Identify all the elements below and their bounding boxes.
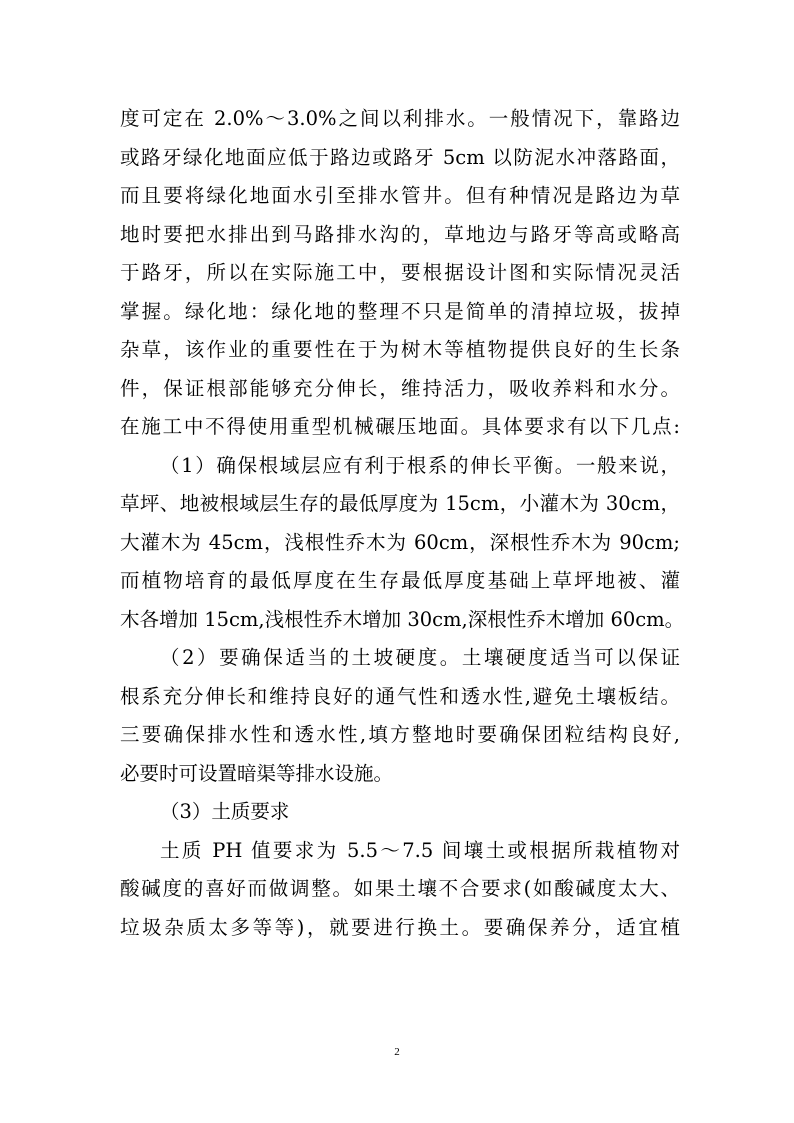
text-line: 件，保证根部能够充分伸长，维持活力，吸收养料和水分。 [120,376,680,400]
page-number: 2 [394,1046,400,1058]
text-line: 度可定在 2.0%～3.0%之间以利排水。一般情况下，靠路边 [120,107,680,130]
text-line: 杂草，该作业的重要性在于为树木等植物提供良好的生长条 [120,338,680,361]
text-line: 垃圾杂质太多等等)，就要进行换土。要确保养分，适宜植 [120,915,680,939]
text-line: 草坪、地被根域层生存的最低厚度为 15cm，小灌木为 30cm， [120,492,680,515]
text-line: 土质 PH 值要求为 5.5～7.5 间壤土或根据所栽植物对 [160,838,680,862]
text-line: 或路牙绿化地面应低于路边或路牙 5cm 以防泥水冲落路面， [120,145,680,169]
text-line: 地时要把水排出到马路排水沟的，草地边与路牙等高或略高 [120,222,680,246]
text-line: 而且要将绿化地面水引至排水管井。但有种情况是路边为草 [120,184,680,207]
section-heading: （3）土质要求 [160,800,290,823]
text-line: 必要时可设置暗渠等排水设施。 [120,761,394,785]
text-line: 三要确保排水性和透水性,填方整地时要确保团粒结构良好, [120,723,680,746]
text-line: 木各增加 15cm,浅根性乔木增加 30cm,深根性乔木增加 60cm。 [120,607,685,631]
text-line: 而植物培育的最低厚度在生存最低厚度基础上草坪地被、灌 [120,569,680,592]
text-line: 在施工中不得使用重型机械碾压地面。具体要求有以下几点: [120,415,680,438]
text-line: 酸碱度的喜好而做调整。如果土壤不合要求(如酸碱度太大、 [120,877,680,900]
text-line: （2）要确保适当的土坡硬度。土壤硬度适当可以保证 [160,646,680,669]
text-line: 掌握。绿化地：绿化地的整理不只是简单的清掉垃圾，拔掉 [120,299,680,323]
text-line: 根系充分伸长和维持良好的通气性和透水性,避免土壤板结。 [120,684,680,708]
body-text [120,100,685,947]
text-line: 于路牙，所以在实际施工中，要根据设计图和实际情况灵活 [120,261,680,284]
text-line: 大灌木为 45cm，浅根性乔木为 60cm，深根性乔木为 90cm; [120,530,680,554]
text-line: （1）确保根域层应有利于根系的伸长平衡。一般来说， [160,453,680,477]
